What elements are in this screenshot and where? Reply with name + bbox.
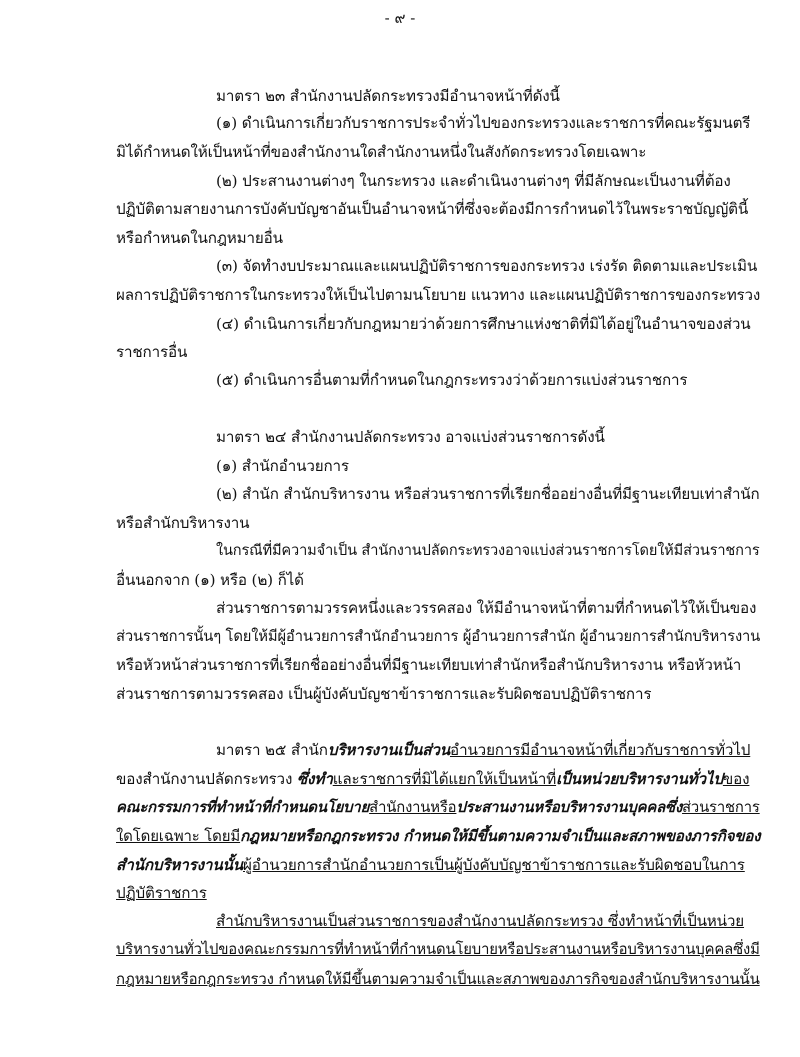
text-line [116, 141, 646, 163]
text-span: มิได้กำหนดให้เป็นหน้าที่ของสำนักงานใดสำนักงานหนึ่งในสังกัดกระทรวงโดยเฉพาะ [116, 143, 647, 161]
text-span: ใดโดยเฉพาะ โดยมี [116, 827, 241, 845]
text-span: ในกรณีที่มีความจำเป็น สำนักงานปลัดกระทรวงอาจแบ่งส่วนราชการโดยให้มีส่วนราชการ [216, 542, 760, 559]
text-line [116, 683, 651, 705]
text-line [116, 797, 760, 819]
text-line [116, 882, 207, 904]
text-line [116, 968, 760, 990]
text-span: (๕) ดำเนินการอื่นตามที่กำหนดในกฎกระทรวงว่าด้วยการแบ่งส่วนราชการ [216, 371, 688, 389]
text-line [116, 626, 760, 648]
text-line [116, 654, 741, 676]
text-span: (๒) ประสานงานต่างๆ ในกระทรวง และดำเนินงานต่างๆ ที่มีลักษณะเป็นงานที่ต้อง [216, 172, 731, 190]
text-line [116, 569, 304, 591]
text-span: สำนักงาน [369, 799, 431, 816]
text-span: ของ [722, 770, 750, 788]
text-span: หรือหัวหน้าส่วนราชการที่เรียกชื่ออย่างอื่นที่มีฐานะเทียบเท่าสำนักหรือสำนักบริหารงาน หรือหัวหน้า [116, 656, 742, 674]
text-span: ราชการอื่น [116, 343, 188, 361]
text-span: (๓) จัดทำงบประมาณและแผนปฏิบัติราชการของกระทรวง เร่งรัด ติดตามและประเมิน [216, 257, 758, 275]
text-span: บริหารงานเป็นส่วน [327, 741, 450, 759]
text-line [216, 313, 750, 335]
text-span: ประสานงานหรือบริหารงานบุคคลซึ่ง [456, 799, 683, 816]
text-line [216, 910, 744, 932]
text-span: ผลการปฏิบัติราชการในกระทรวงให้เป็นไปตามนโยบาย แนวทาง และแผนปฏิบัติราชการของกระทรวง [116, 286, 761, 304]
text-line [116, 227, 283, 249]
text-line [116, 284, 760, 306]
text-span: ส่วนราชการตามวรรคหนึ่งและวรรคสอง ให้มีอำนาจหน้าที่ตามที่กำหนดไว้ให้เป็นของ [216, 599, 757, 617]
text-line [216, 369, 687, 391]
text-line [216, 426, 605, 448]
text-span: ส่วนราชการนั้นๆ โดยให้มีผู้อำนวยการสำนักอำนวยการ ผู้อำนวยการสำนัก ผู้อำนวยการสำนักบริหารงาน [116, 628, 761, 645]
text-line [216, 739, 750, 761]
text-line [216, 170, 731, 192]
text-span: มาตรา ๒๕ สำนัก [216, 741, 328, 759]
text-span: คณะกรรมการที่ทำหน้าที่กำหนดนโยบาย [116, 799, 370, 816]
text-span: ผู้อำนวยการสำนักอำนวยการเป็นผู้บังคับบัญชาข้าราชการและรับผิดชอบในการ [243, 856, 745, 874]
text-span: หรือสำนักบริหารงาน [116, 514, 250, 532]
text-line [216, 540, 760, 562]
text-span: ปฏิบัติราชการ [116, 884, 207, 902]
text-span: และราชการที่มิได้แยกให้เป็นหน้าที่ [332, 770, 557, 788]
text-line [116, 512, 249, 534]
text-span: อื่นนอกจาก (๑) หรือ (๒) ก็ได้ [116, 571, 304, 589]
text-span: อำนวยการมีอำนาจหน้าที่เกี่ยวกับราชการทั่วไป [449, 741, 751, 759]
text-span: (๒) สำนัก สำนักบริหารงาน หรือส่วนราชการที่เรียกชื่ออย่างอื่นที่มีฐานะเทียบเท่าสำนัก [216, 485, 760, 503]
text-line [116, 768, 749, 790]
text-span: เป็นหน่วยบริหารงานทั่วไป [556, 770, 723, 788]
text-span: ส่วนราชการตามวรรคสอง เป็นผู้บังคับบัญชาข้าราชการและรับผิดชอบปฏิบัติราชการ [116, 685, 652, 703]
text-span: หรือ [430, 799, 457, 816]
text-span: ซึ่งทำ [296, 770, 333, 788]
text-span: มาตรา ๒๔ สำนักงานปลัดกระทรวง อาจแบ่งส่วนราชการดังนี้ [216, 428, 605, 446]
text-line [116, 939, 760, 961]
text-span: กฎหมายหรือกฎกระทรวง กำหนดให้มีขึ้นตามความจำเป็นและสภาพของภารกิจของ [240, 827, 761, 845]
text-line [116, 854, 745, 876]
text-span: (๑) ดำเนินการเกี่ยวกับราชการประจำทั่วไปของกระทรวงและราชการที่คณะรัฐมนตรี [216, 114, 751, 132]
text-span: (๑) สำนักอำนวยการ [216, 457, 349, 475]
text-line [216, 483, 760, 505]
text-span: สำนักบริหารงานเป็นส่วนราชการของสำนักงานปลัดกระทรวง ซึ่งทำหน้าที่เป็นหน่วย [216, 912, 745, 930]
text-line [216, 597, 756, 619]
text-span: สำนักบริหารงานนั้น [116, 856, 244, 874]
text-span: มาตรา ๒๓ สำนักงานปลัดกระทรวงมีอำนาจหน้าที่ดังนี้ [216, 87, 560, 105]
text-span: (๔) ดำเนินการเกี่ยวกับกฎหมายว่าด้วยการศึกษาแห่งชาติที่มิได้อยู่ในอำนาจของส่วน [216, 315, 751, 333]
text-line [216, 112, 750, 134]
text-span: บริหารงานทั่วไปของคณะกรรมการที่ทำหน้าที่กำหนดนโยบายหรือประสานงานหรือบริหารงานบุคคลซึ่งมี [116, 941, 760, 958]
text-line [116, 341, 187, 363]
text-line [216, 455, 349, 477]
text-line [116, 825, 760, 847]
text-line [116, 198, 748, 220]
text-span: ส่วนราชการ [682, 799, 760, 816]
text-span: หรือกำหนดในกฎหมายอื่น [116, 229, 283, 247]
page-number: - ๙ - [384, 9, 416, 27]
text-span: กฎหมายหรือกฎกระทรวง กำหนดให้มีขึ้นตามความจำเป็นและสภาพของภารกิจของสำนักบริหารงานนั้น [116, 970, 760, 988]
text-span: ของสำนักงานปลัดกระทรวง [116, 770, 297, 788]
text-line [216, 255, 757, 277]
text-span: ปฏิบัติตามสายงานการบังคับบัญชาอันเป็นอำนาจหน้าที่ซึ่งจะต้องมีการกำหนดไว้ในพระราชบัญญัตินี้ [116, 200, 749, 218]
text-line [216, 85, 560, 107]
